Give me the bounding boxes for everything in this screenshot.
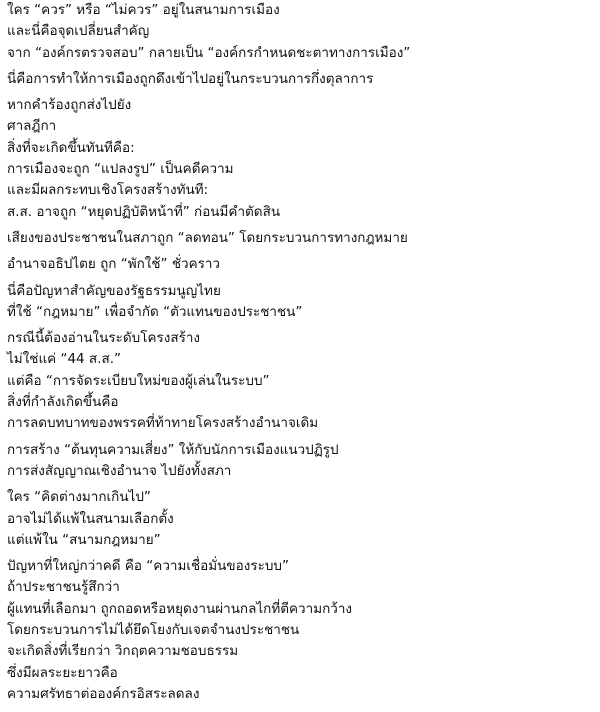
text-line: สิ่งที่กำลังเกิดขึ้นคือ (7, 394, 119, 411)
paragraph (7, 0, 600, 64)
paragraph (7, 254, 600, 275)
text-line: การส่งสัญญาณเชิงอำนาจ ไปยังทั้งสภา (7, 462, 232, 479)
text-line: ศาลฎีกา (7, 118, 57, 135)
text-line: แต่คือ “การจัดระเบียบใหม่ของผู้เล่นในระบบ” (7, 372, 270, 389)
text-line: ไม่ใช่แค่ “44 ส.ส.” (7, 351, 121, 368)
paragraph (7, 228, 600, 249)
paragraph (7, 487, 600, 551)
text-line: จาก “องค์กรตรวจสอบ” กลายเป็น “องค์กรกำหนดชะตาทางการเมือง” (7, 44, 411, 61)
paragraph (7, 328, 600, 434)
text-line: หากคำร้องถูกส่งไปยัง (7, 97, 132, 114)
text-line: กรณีนี้ต้องอ่านในระดับโครงสร้าง (7, 330, 201, 347)
text-line: อำนาจอธิปไตย ถูก “พักใช้” ชั่วคราว (7, 256, 221, 273)
text-line: ความศรัทธาต่อองค์กรอิสระลดลง (7, 685, 200, 702)
text-line: นี่คือปัญหาสำคัญของรัฐธรรมนูญไทย (7, 282, 221, 299)
paragraph (7, 440, 600, 483)
text-line: ปัญหาที่ใหญ่กว่าคดี คือ “ความเชื่อมั่นของระบบ” (7, 558, 289, 575)
text-line: ซึ่งมีผลระยะยาวคือ (7, 664, 118, 681)
text-line: จะเกิดสิ่งที่เรียกว่า วิกฤตความชอบธรรม (7, 643, 239, 660)
paragraph (7, 69, 600, 90)
text-line: ผู้แทนที่เลือกมา ถูกถอดหรือหยุดงานผ่านกลไกที่ตีความกว้าง (7, 600, 353, 617)
paragraph (7, 281, 600, 324)
text-line: โดยกระบวนการไม่ได้ยึดโยงกับเจตจำนงประชาชน (7, 622, 300, 639)
text-line: ใคร “ควร” หรือ “ไม่ควร” อยู่ในสนามการเมือง (7, 2, 280, 18)
text-line: อาจไม่ได้แพ้ในสนามเลือกตั้ง (7, 510, 174, 527)
text-line: ใคร “คิดต่างมากเกินไป” (7, 489, 151, 506)
paragraph (7, 556, 600, 705)
text-line: ส.ส. อาจถูก “หยุดปฏิบัติหน้าที่” ก่อนมีคำตัดสิน (7, 203, 281, 220)
text-line: และมีผลกระทบเชิงโครงสร้างทันที: (7, 182, 209, 199)
text-line: แต่แพ้ใน “สนามกฎหมาย” (7, 531, 161, 548)
text-line: เสียงของประชาชนในสภาถูก “ลดทอน” โดยกระบวนการทางกฎหมาย (7, 229, 408, 246)
text-line: ที่ใช้ “กฎหมาย” เพื่อจำกัด “ตัวแทนของประชาชน” (7, 303, 303, 320)
text-line: นี่คือการทำให้การเมืองถูกดึงเข้าไปอยู่ในกระบวนการกึ่งตุลาการ (7, 70, 374, 87)
text-line: การสร้าง “ต้นทุนความเสี่ยง” ให้กับนักการเมืองแนวปฏิรูป (7, 441, 339, 458)
text-line: สิ่งที่จะเกิดขึ้นทันทีคือ: (7, 139, 135, 156)
text-line: และนี่คือจุดเปลี่ยนสำคัญ (7, 23, 150, 40)
text-line: การเมืองจะถูก “แปลงรูป” เป็นคดีความ (7, 161, 234, 178)
text-line: ถ้าประชาชนรู้สึกว่า (7, 579, 120, 596)
text-line: การลดบทบาทของพรรคที่ท้าทายโครงสร้างอำนาจเดิม (7, 415, 319, 432)
paragraph (7, 95, 600, 223)
